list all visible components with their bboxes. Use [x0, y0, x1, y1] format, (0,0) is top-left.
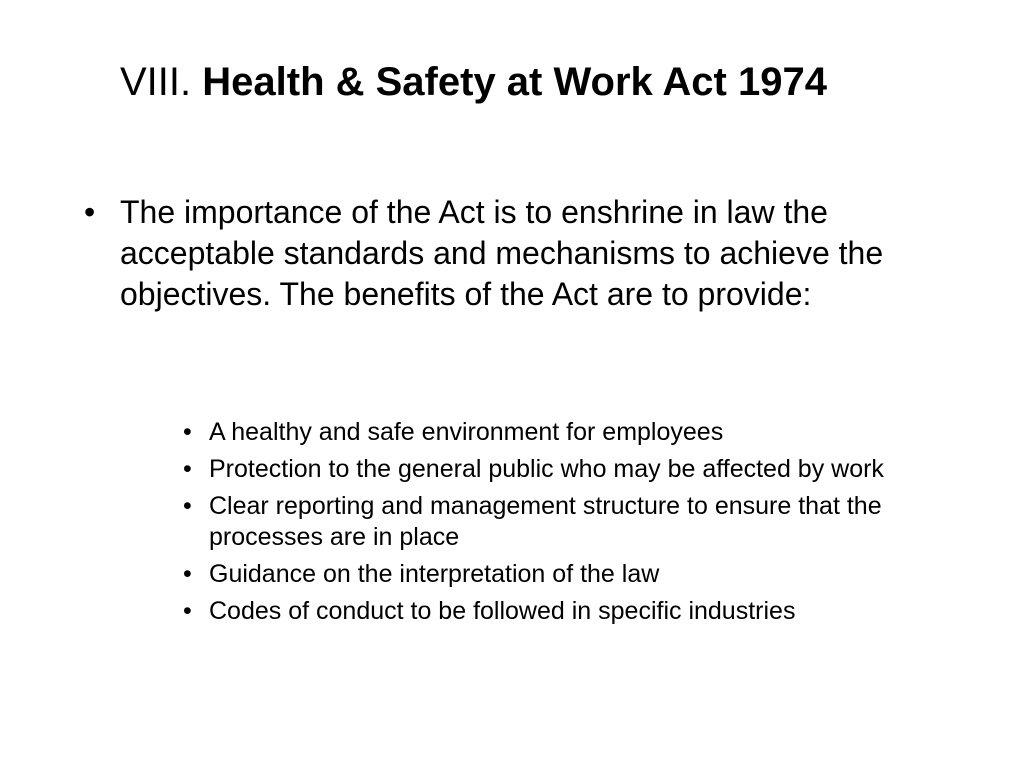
sub-bullet-text: Protection to the general public who may be affected by work: [209, 455, 884, 483]
sub-bullet-item: [183, 417, 953, 448]
slide-title: [120, 52, 980, 112]
sub-bullet-item: [183, 596, 953, 627]
sub-bullet-text: Guidance on the interpretation of the law: [209, 560, 660, 588]
sub-bullet-item: [183, 491, 953, 553]
sub-bullet-item: [183, 559, 953, 590]
bullet-dot-icon: •: [183, 560, 192, 588]
bullet-dot-icon: •: [183, 418, 192, 446]
main-bullet-text: The importance of the Act is to enshrine in law the acceptable standards and mechanisms to achieve the objectives. The benefits of the Act are to provide:: [120, 194, 884, 312]
title-number: VIII.: [120, 60, 192, 104]
bullet-dot-icon: •: [183, 492, 192, 520]
main-bullet: [84, 192, 934, 315]
sub-bullet-text: Clear reporting and management structure to ensure that the processes are in place: [209, 492, 882, 551]
main-bullet-item: [84, 192, 934, 315]
sub-bullet-list: [183, 417, 953, 633]
bullet-dot-icon: •: [183, 455, 192, 483]
sub-bullet-text: A healthy and safe environment for employees: [209, 418, 724, 446]
sub-bullet-text: Codes of conduct to be followed in specific industries: [209, 597, 796, 625]
title-text: Health & Safety at Work Act 1974: [202, 60, 827, 104]
bullet-dot-icon: •: [84, 194, 96, 230]
sub-bullet-item: [183, 454, 953, 485]
bullet-dot-icon: •: [183, 597, 192, 625]
